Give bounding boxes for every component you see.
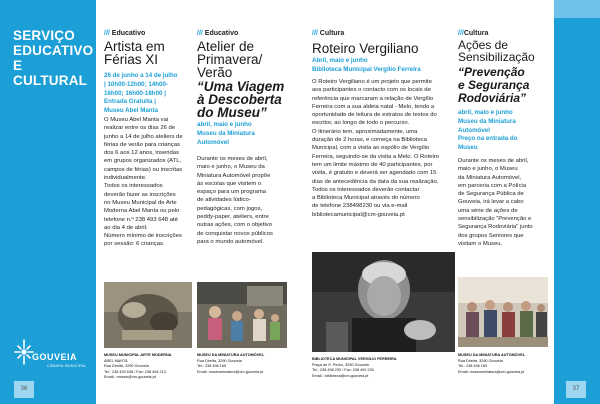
event-detail-line: | 10h00-12h00; 14h00- [104,80,168,88]
body-line: duração de 2 horas, e começa na Biblioteca [312,137,427,144]
event-detail-line: abril, maio e junho [458,109,513,116]
event-details [458,109,518,153]
article-subtitle-line: à Descoberta [197,92,282,107]
body-line: Durante os meses de abril, [458,158,529,164]
body-line: da Miniatura Automóvel, [458,174,522,181]
caption-line: Rua Direita, 3290 Gouveia [458,358,503,363]
category-label [104,30,145,37]
body-line: aos participantes o contacto com os locais de [312,87,431,94]
event-detail-line: Entrada Gratuita | [104,98,156,106]
body-line: Número mínimo de inscrições [104,233,182,240]
caption-line: Tel.: 238 498 230 / Fax: 238 492 230 [312,368,374,373]
section-title-line: EDUCATIVO [13,43,94,58]
category-label [197,30,238,37]
venue-caption [197,353,264,375]
body-line: Municipal, com a visita ao espólio de Vergílio [312,145,430,152]
body-line: férias de verão para crianças [104,141,180,148]
body-line: pedagógicas, com jogos, [197,205,263,212]
body-line: outras ações, com o objetivo [197,222,272,229]
body-line: Todos os interessados deverão contactar [312,186,420,193]
body-line: campos de férias) ou inscritas [104,166,183,173]
category-slashes: /// [104,30,110,37]
body-line: sensibilização “Prevenção e [458,216,532,223]
photo-artwork [104,282,192,348]
venue-name: BIBLIOTECA MUNICIPAL VERGÍLIO FERREIRA [312,357,397,361]
column-prevencao-rodoviaria [458,0,552,404]
article-title-line: Sensibilização [458,50,535,64]
category-slashes: /// [458,30,464,37]
body-line: maio e junho, o Museu [458,166,518,173]
body-line: por sessão: 6 crianças. [104,241,165,248]
article-title-line: Primavera/ [197,52,263,67]
event-detail-line: Preço na entrada do [458,135,518,143]
event-details [197,121,255,147]
body-line: Miniatura Automóvel propõe [197,172,271,179]
caption-line: Email: museuminiatura@cm-gouveia.pt [197,369,264,374]
article-title-line: Ações de [458,38,509,52]
body-line: referência que marcaram a relação de Vergílio [312,95,434,102]
body-line: O Roteiro Vergiliano é um projeto que permite [312,79,432,85]
event-detail-line: Museu Abel Manta [104,107,159,115]
article-title-line: Artista em [104,39,165,54]
caption-line: Tel.: 238 496 169 [197,364,227,369]
article-subtitle-line: “Prevenção [458,65,525,79]
body-line: para o mundo automóvel. [197,238,264,245]
article-title-line: Férias XI [104,52,159,67]
body-line: escritor, ao longo de todo o percurso. [312,120,410,127]
event-details [312,57,421,75]
caption-line: Rua Direita, 3290 Gouveia [104,364,149,369]
body-line: em parceria com a Polícia [458,182,527,189]
body-line: em grupos organizados (ATL, [104,158,182,165]
event-detail-line: 26 de junho a 14 de julho [104,72,178,79]
venue-caption [312,357,397,379]
body-line: oportunidade de leitura de extratos de textos do [312,112,437,119]
event-detail-line: Automóvel [197,138,229,146]
body-line: Durante os meses de abril, [197,156,268,162]
category-text: Cultura [463,30,489,37]
article-body [104,116,193,249]
event-detail-line: Museu da Miniatura [458,117,516,125]
caption-line: Rua Direita, 3290 Gouveia [197,358,242,363]
article-title [458,39,535,63]
body-line: às escolas que visitem o [197,180,262,187]
caption-line: Email.: museu@cm-gouveia.pt [104,375,156,380]
body-line: Moderna Abel Manta ou pelo [104,208,180,215]
event-detail-line: Museu da Miniatura [197,129,255,137]
event-detail-line: abril, maio e junho [197,121,252,128]
section-title-line: SERVIÇO [13,28,75,43]
body-line: de atividades lúdico- [197,197,251,204]
caption-line: Email: museuminiatura@cm-gouveia.pt [458,369,525,374]
category-text: Educativo [111,30,146,37]
article-title-line: Atelier de [197,39,255,54]
category-slashes: /// [312,30,318,37]
body-line: dos grupos Seniores que [458,232,524,239]
article-subtitle-line: e Segurança [458,78,530,92]
body-line: maio e junho, o Museu da [197,164,265,171]
body-line: Segurança Rodoviária” junto [458,224,533,231]
logo-wordmark: GOUVEIA [32,352,78,362]
body-line: deverão fazer as inscrições [104,191,176,198]
body-line: visitam o Museu. [458,240,503,247]
article-title [197,40,262,79]
article-title-line: Verão [197,65,233,80]
photo-children-museum [197,282,287,348]
caption-line: ABEL MANTA [104,358,128,363]
event-detail-line: 16h00; 16h00-18h00 | [104,89,166,97]
right-strip [554,0,600,404]
article-body [458,157,552,248]
body-line: uma série de ações de [458,207,518,214]
page-number-right: 37 [566,381,586,398]
venue-caption [458,353,525,375]
venue-name: MUSEU DA MINIATURA AUTOMÓVEL [197,353,265,357]
body-line: Ferreira com a sua aldeia natal - Melo, tendo a [312,103,435,110]
venue-name: MUSEU DA MINIATURA AUTOMÓVEL [458,353,526,357]
photo-vergilio-ferreira [312,252,455,352]
body-line: de Segurança Pública de [458,191,524,198]
event-detail-line: Abril, maio e junho [312,57,368,64]
body-line: junho a 14 de julho ateliers de [104,133,183,140]
event-details [104,72,178,116]
section-title [13,28,93,88]
caption-line: Tel.: 238 493 648 / Fax: 238 494 213 [104,369,166,374]
event-detail-line: Museu [458,144,478,152]
body-line: espaço para um programa [197,189,267,196]
category-text: Cultura [319,30,345,37]
section-title-line: CULTURAL [13,73,88,88]
event-detail-line: Automóvel [458,126,490,134]
body-line: O Museu Abel Manta vai [104,117,169,123]
article-title [104,40,165,66]
body-line: ao dia 4 de abril. [104,224,148,231]
article-body [197,155,292,246]
column-artista-em-ferias [104,0,193,404]
body-line: tem um limite máximo de 40 participantes, por [312,161,433,168]
caption-line: Praça de S. Pedro, 3290 Gouveia [312,362,369,367]
body-line: Todos os interessados [104,183,163,190]
body-line: realizar entre os dias 26 de [104,125,176,132]
category-text: Educativo [204,30,239,37]
article-title [312,42,419,55]
article-subtitle [197,80,284,119]
article-title-line: Roteiro Vergiliano [312,41,419,56]
body-line: Gouveia, irá levar a cabo [458,199,524,206]
body-line: dias de antecedência da data da sua realização. [312,178,439,185]
section-title-line: E [13,58,23,73]
body-line: de telefone 238498230 ou via e-mail [312,203,408,210]
page-number-left: 36 [14,381,34,398]
column-atelier-primavera [197,0,292,404]
body-line: dos 6 aos 12 anos, inseridas [104,150,179,157]
caption-line: Tel.: 238 496 169 [458,364,488,369]
body-line: de conquistar novos públicos [197,230,273,237]
article-subtitle-line: “Uma Viagem [197,79,285,94]
body-line: bibliotecamunicipal@cm-gouveia.pt [312,211,405,218]
body-line: Ferreira, seguindo-se da visita a Melo. O Roteiro [312,153,440,160]
article-subtitle-line: Rodoviária” [458,91,527,105]
body-line: peddy-paper, ateliers, entre [197,214,269,221]
body-line: individualmente. [104,175,147,182]
logo-subtitle: CÂMARA MUNICIPAL [47,364,87,368]
category-label [458,30,488,37]
article-body [312,78,455,219]
right-strip-top [554,0,600,18]
body-line: no Museu Municipal de Arte [104,199,177,206]
body-line: telefone n.º 238 493 648 até [104,216,178,223]
article-subtitle-line: do Museu” [197,105,267,120]
event-detail-line: Biblioteca Municipal Vergílio Ferreira [312,65,421,73]
sidebar [0,0,96,404]
caption-line: Email.: biblioteca@cm-gouveia.pt [312,373,369,378]
category-label [312,30,344,37]
article-subtitle [458,66,529,105]
venue-name: MUSEU MUNICIPAL ARTE MODERNA [104,353,172,357]
photo-seniors-group [458,277,548,347]
body-line: a Biblioteca Municipal através do número [312,195,420,202]
body-line: O itinerário tem, aproximadamente, uma [312,128,418,135]
body-line: visita, é gratuito e deverá ser agendado com 15 [312,170,437,177]
column-roteiro-vergiliano [312,0,455,404]
category-slashes: /// [197,30,203,37]
venue-caption [104,353,171,381]
